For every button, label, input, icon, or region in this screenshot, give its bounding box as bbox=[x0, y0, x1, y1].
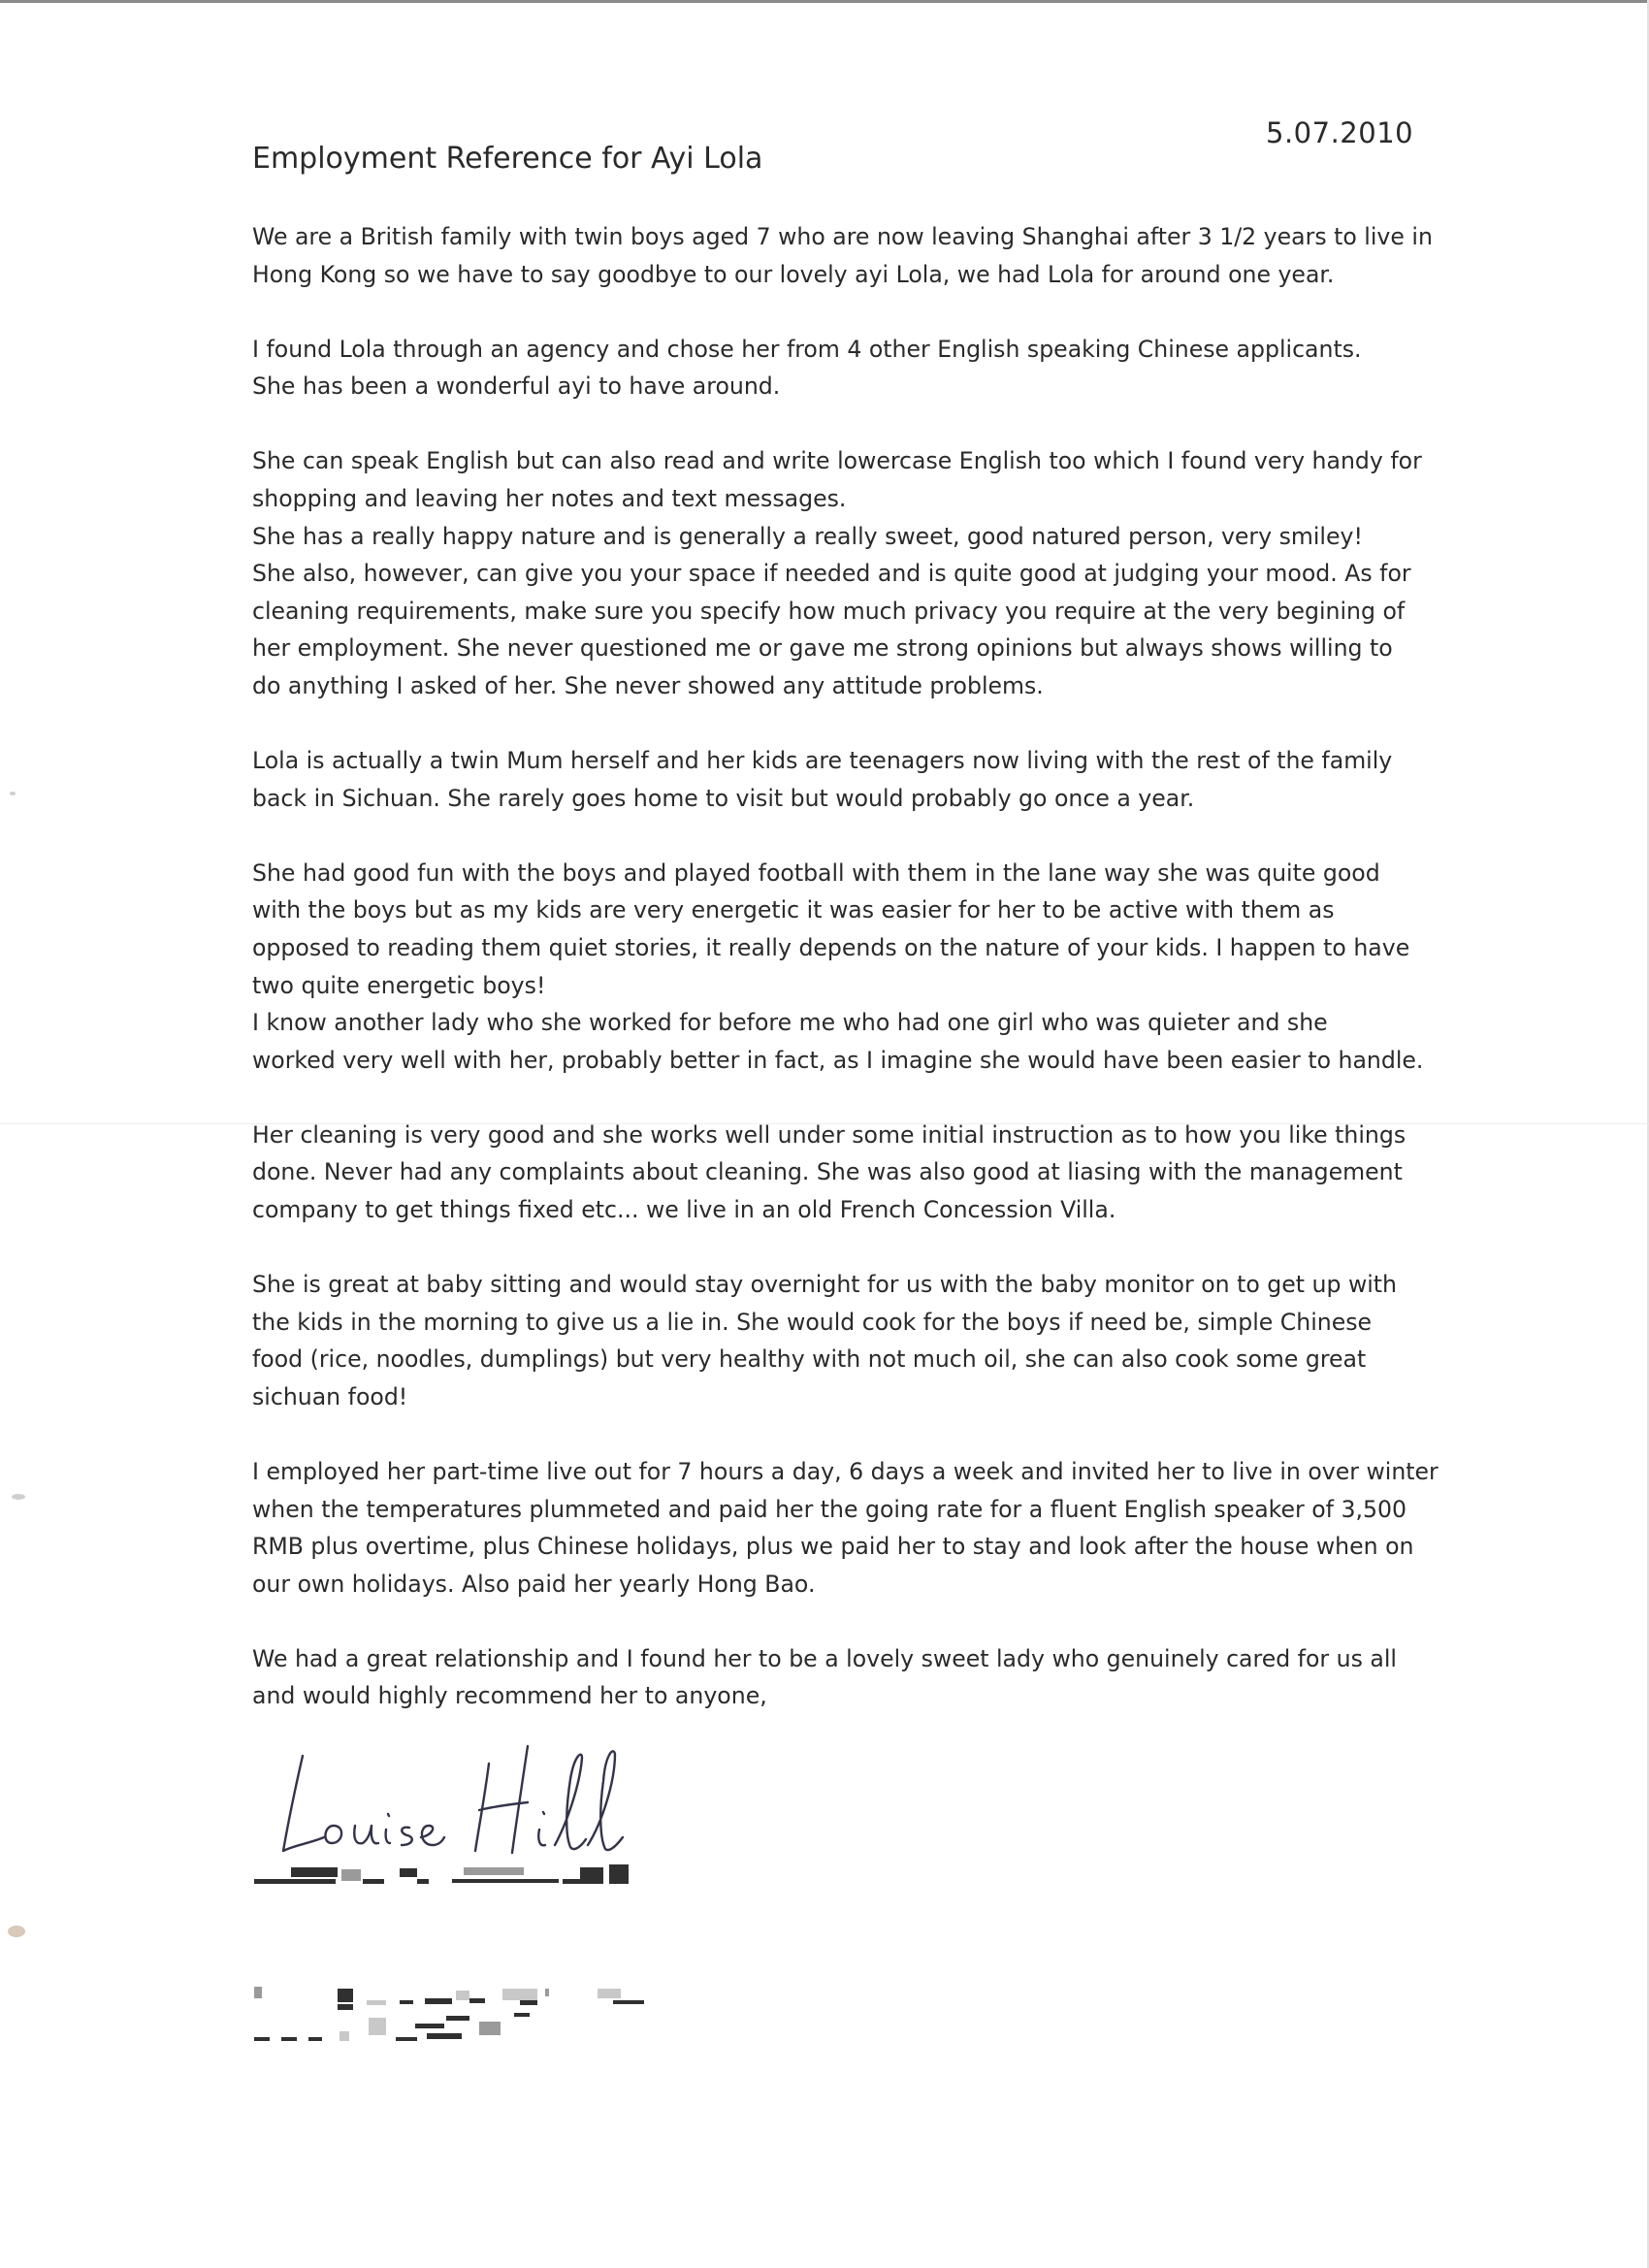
paragraph-line: She is great at baby sitting and would stay overnight for us with the baby monitor on to get up with bbox=[252, 1271, 1397, 1299]
paragraph-line: cleaning requirements, make sure you specify how much privacy you require at the very begining of bbox=[252, 597, 1406, 625]
paragraph-line: done. Never had any complaints about cleaning. She was also good at liasing with the management bbox=[252, 1158, 1403, 1186]
paragraph-line: I found Lola through an agency and chose her from 4 other English speaking Chinese applicants. bbox=[252, 335, 1362, 363]
letter-paragraph bbox=[252, 855, 1424, 1080]
letter-body bbox=[252, 218, 1439, 1753]
letter-paragraph bbox=[252, 1640, 1416, 1715]
paragraph-line: back in Sichuan. She rarely goes home to visit but would probably go once a year. bbox=[252, 784, 1195, 812]
paragraph-line: She can speak English but can also read and write lowercase English too which I found very handy for bbox=[252, 447, 1422, 475]
paragraph-line: when the temperatures plummeted and paid her the going rate for a fluent English speaker of 3,500 bbox=[252, 1495, 1406, 1523]
paragraph-line: two quite energetic boys! bbox=[252, 971, 546, 999]
paragraph-line: I know another lady who she worked for before me who had one girl who was quieter and she bbox=[252, 1009, 1328, 1037]
paragraph-line: She also, however, can give you your space if needed and is quite good at judging your mood. As for bbox=[252, 560, 1411, 588]
letter-paragraph bbox=[252, 442, 1422, 704]
handwritten-signature bbox=[274, 1736, 642, 1863]
letter-paragraph bbox=[252, 1453, 1439, 1603]
letter-paragraph bbox=[252, 1266, 1416, 1415]
scan-speck bbox=[8, 1926, 25, 1937]
paragraph-line: company to get things fixed etc... we live in an old French Concession Villa. bbox=[252, 1195, 1116, 1223]
paragraph-line: sichuan food! bbox=[252, 1382, 408, 1410]
paragraph-line: We are a British family with twin boys aged 7 who are now leaving Shanghai after 3 1/2 years to live in bbox=[252, 223, 1433, 250]
letter-paragraph bbox=[252, 331, 1416, 405]
paragraph-line: Her cleaning is very good and she works well under some initial instruction as to how you like things bbox=[252, 1120, 1406, 1149]
paragraph-line: We had a great relationship and I found her to be a lovely sweet lady who genuinely cared for us all bbox=[252, 1644, 1397, 1672]
scan-speck bbox=[10, 792, 16, 795]
paragraph-line: do anything I asked of her. She never showed any attitude problems. bbox=[252, 671, 1044, 699]
paragraph-line: our own holidays. Also paid her yearly Hong Bao. bbox=[252, 1570, 816, 1598]
letter-paragraph bbox=[252, 218, 1433, 293]
paragraph-line: She had good fun with the boys and played football with them in the lane way she was quite good bbox=[252, 859, 1380, 887]
scan-speck bbox=[12, 1494, 25, 1500]
paragraph-line: the kids in the morning to give us a lie in. She would cook for the boys if need be, simple Chinese bbox=[252, 1308, 1373, 1336]
paragraph-line: food (rice, noodles, dumplings) but very healthy with not much oil, she can also cook some great bbox=[252, 1345, 1367, 1374]
paragraph-line: RMB plus overtime, plus Chinese holidays, plus we paid her to stay and look after the house when on bbox=[252, 1533, 1414, 1561]
paragraph-line: shopping and leaving her notes and text messages. bbox=[252, 484, 847, 512]
paragraph-line: Lola is actually a twin Mum herself and her kids are teenagers now living with the rest of the family bbox=[252, 747, 1393, 775]
paragraph-line: with the boys but as my kids are very energetic it was easier for her to be active with them as bbox=[252, 896, 1335, 924]
paragraph-line: She has a really happy nature and is generally a really sweet, good natured person, very smiley! bbox=[252, 522, 1363, 550]
paragraph-line: Hong Kong so we have to say goodbye to our lovely ayi Lola, we had Lola for around one year. bbox=[252, 260, 1335, 288]
letter-paragraph bbox=[252, 742, 1416, 817]
paragraph-line: I employed her part-time live out for 7 hours a day, 6 days a week and invited her to live in over winter bbox=[252, 1457, 1439, 1485]
paragraph-line: her employment. She never questioned me or gave me strong opinions but always shows willing to bbox=[252, 634, 1393, 663]
paragraph-line: opposed to reading them quiet stories, it really depends on the nature of your kids. I happen to have bbox=[252, 933, 1410, 961]
paragraph-line: and would highly recommend her to anyone, bbox=[252, 1682, 767, 1710]
letter-date: 5.07.2010 bbox=[1266, 116, 1414, 149]
paragraph-line: worked very well with her, probably better in fact, as I imagine she would have been easier to handle. bbox=[252, 1046, 1424, 1074]
scan-edge bbox=[0, 0, 1649, 3]
letter-title: Employment Reference for Ayi Lola bbox=[252, 142, 763, 176]
letter-paragraph bbox=[252, 1117, 1416, 1229]
paragraph-line: She has been a wonderful ayi to have around. bbox=[252, 373, 781, 401]
